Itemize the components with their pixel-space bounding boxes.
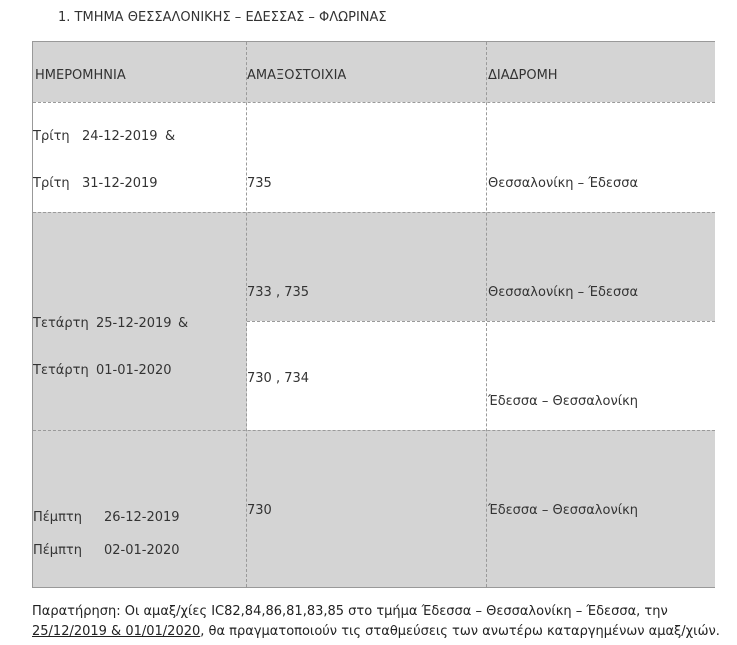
row1-date1: 24-12-2019	[82, 129, 158, 144]
row1-trains: 735	[247, 176, 272, 191]
row-divider	[33, 212, 715, 213]
row1-date2: 31-12-2019	[82, 176, 158, 191]
row3-day1: Πέμπτη	[33, 510, 82, 525]
row2-date2: 01-01-2020	[96, 363, 172, 378]
row3-date1: 26-12-2019	[104, 510, 180, 525]
row-divider	[247, 321, 715, 322]
header-route: ΔΙΑΔΡΟΜΗ	[488, 68, 558, 83]
table-header-row	[33, 42, 715, 102]
row2-day2: Τετάρτη	[33, 363, 89, 378]
row3-route: Έδεσσα – Θεσσαλονίκη	[488, 503, 639, 518]
section-heading: 1. ΤΜΗΜΑ ΘΕΣΣΑΛΟΝΙΚΗΣ – ΕΔΕΣΣΑΣ – ΦΛΩΡΙΝΑΣ	[58, 10, 387, 25]
row2-date1: 25-12-2019	[96, 316, 172, 331]
row1-amp: &	[165, 129, 176, 144]
row2-sub2-cells	[247, 321, 715, 430]
row2-sub1-trains: 733 , 735	[247, 285, 310, 300]
remark-dates: 25/12/2019 & 01/01/2020	[32, 624, 201, 639]
row1-day2: Τρίτη	[33, 176, 70, 191]
row3-date2: 02-01-2020	[104, 543, 180, 558]
row3-trains: 730	[247, 503, 272, 518]
remark-paragraph	[32, 602, 732, 642]
row2-amp: &	[178, 316, 189, 331]
remark-text-1: Παρατήρηση: Οι αμαξ/χίες IC82,84,86,81,83,85 στο τμήμα Έδεσσα – Θεσσαλονίκη – Έδεσσα, την	[32, 604, 668, 619]
header-train: ΑΜΑΞΟΣΤΟΙΧΙΑ	[247, 68, 347, 83]
row3-day2: Πέμπτη	[33, 543, 82, 558]
column-divider	[486, 42, 487, 587]
schedule-table	[32, 41, 715, 588]
row2-sub1-route: Θεσσαλονίκη – Έδεσσα	[488, 285, 639, 300]
column-divider	[246, 42, 247, 587]
row1-day1: Τρίτη	[33, 129, 70, 144]
row2-sub2-route: Έδεσσα – Θεσσαλονίκη	[488, 394, 639, 409]
table-row	[33, 102, 715, 212]
row2-sub1-cells	[247, 212, 715, 321]
row1-route: Θεσσαλονίκη – Έδεσσα	[488, 176, 639, 191]
row2-day1: Τετάρτη	[33, 316, 89, 331]
header-date: ΗΜΕΡΟΜΗΝΙΑ	[35, 68, 126, 83]
row2-sub2-trains: 730 , 734	[247, 371, 310, 386]
row-divider	[33, 102, 715, 103]
row-divider	[33, 430, 715, 431]
remark-text-2: , θα πραγματοποιούν τις σταθμεύσεις των ανωτέρω καταργημένων αμαξ/χιών.	[200, 624, 720, 639]
